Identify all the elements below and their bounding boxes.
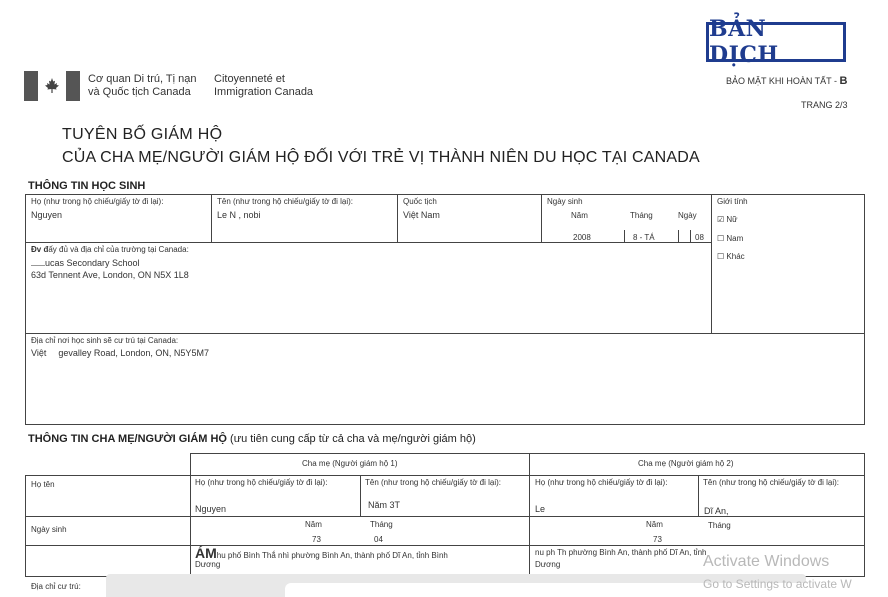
student-surname-label: Họ (như trong hộ chiếu/giấy tờ đi lại): xyxy=(31,197,164,206)
parent2-address-line2: Dương xyxy=(535,560,561,569)
activate-windows-title: Activate Windows xyxy=(703,553,830,570)
agency-name-vi: Cơ quan Di trú, Tị nạn và Quốc tịch Canada xyxy=(88,73,197,98)
gender-option-female[interactable]: ☑ Nữ xyxy=(717,215,738,224)
parent1-surname-value: Nguyen xyxy=(195,504,227,514)
parent1-surname-label: Họ (như trong hộ chiếu/giấy tờ đi lại): xyxy=(195,478,328,487)
school-address-value: 63d Tennent Ave, London, ON N5X 1L8 xyxy=(31,270,189,280)
parent2-surname-label: Họ (như trong hộ chiếu/giấy tờ đi lại): xyxy=(535,478,668,487)
parent2-given-label: Tên (như trong hộ chiếu/giấy tờ đi lại): xyxy=(703,478,840,487)
school-name-value: ucas Secondary School xyxy=(31,258,140,269)
parent2-year-value: 73 xyxy=(653,535,662,544)
parent2-year-label: Năm xyxy=(646,520,663,529)
parent1-year-value: 73 xyxy=(312,535,321,544)
gender-option-male[interactable]: ☐ Nam xyxy=(717,234,744,243)
parent1-year-label: Năm xyxy=(305,520,322,529)
gender-label: Giới tính xyxy=(717,197,748,206)
canada-flag-icon xyxy=(24,71,80,101)
parent1-given-label: Tên (như trong hộ chiếu/giấy tờ đi lại): xyxy=(365,478,502,487)
parent-header-row xyxy=(190,453,865,476)
dob-month-label: Tháng xyxy=(630,211,653,220)
row-label-dob: Ngày sinh xyxy=(31,525,67,534)
checkbox-icon[interactable]: ☐ xyxy=(717,234,725,243)
activate-windows-subtitle: Go to Settings to activate W xyxy=(703,577,852,591)
page-number: TRANG 2/3 xyxy=(801,100,848,110)
parent1-month-value: 04 xyxy=(374,535,383,544)
parent1-header: Cha mẹ (Người giám hộ 1) xyxy=(302,459,398,468)
parent1-address-value: ÁMhu phố Bình Thắ nhì phường Bình An, thành phố Dĩ An, tỉnh Bình xyxy=(195,545,448,561)
parent2-header: Cha mẹ (Người giám hộ 2) xyxy=(638,459,734,468)
agency-name-fr: Citoyenneté et Immigration Canada xyxy=(214,73,314,98)
parent1-given-value: Năm 3T xyxy=(368,500,401,510)
row-label-name: Họ tên xyxy=(31,480,55,489)
dob-year-value: 2008 xyxy=(573,233,591,242)
parent-section-heading: THÔNG TIN CHA MẸ/NGƯỜI GIÁM HỘ (ưu tiên cung cấp từ cả cha và mẹ/người giám hộ) xyxy=(28,433,476,445)
residence-box xyxy=(25,333,865,425)
student-info-box xyxy=(25,194,865,334)
dob-month-value: 8 - TÁ xyxy=(633,233,655,242)
form-title-line2: CỦA CHA MẸ/NGƯỜI GIÁM HỘ ĐỐI VỚI TRẺ VỊ THÀNH NIÊN DU HỌC TẠI CANADA xyxy=(62,149,700,166)
gender-option-other[interactable]: ☐ Khác xyxy=(717,252,745,261)
translation-stamp: BẢN DỊCH xyxy=(706,22,846,62)
security-label: BẢO MẬT KHI HOÀN TẤT - B xyxy=(726,75,848,87)
dob-day-value: 08 xyxy=(695,233,704,242)
citizenship-value: Việt Nam xyxy=(403,210,440,220)
dob-day-label: Ngày xyxy=(678,211,697,220)
parent2-given-value: Dĩ An, xyxy=(704,506,729,516)
student-section-heading: THÔNG TIN HỌC SINH xyxy=(28,180,146,192)
checkbox-checked-icon[interactable]: ☑ xyxy=(717,215,725,224)
row-label-address: Địa chỉ cư trú: xyxy=(31,582,81,591)
residence-value: Việt gevalley Road, London, ON, N5Y5M7 xyxy=(31,348,209,358)
parent2-address-value: nu ph Th phường Bình An, thành phố Dĩ An, tỉnh xyxy=(535,548,707,557)
citizenship-label: Quốc tịch xyxy=(403,197,437,206)
parent1-month-label: Tháng xyxy=(370,520,393,529)
checkbox-icon[interactable]: ☐ xyxy=(717,252,725,261)
parent2-month-label: Tháng xyxy=(708,521,731,530)
parent1-address-line2: Dương xyxy=(195,560,221,569)
student-given-label: Tên (như trong hộ chiếu/giấy tờ đi lại): xyxy=(217,197,354,206)
dob-year-label: Năm xyxy=(571,211,588,220)
form-title-line1: TUYÊN BỐ GIÁM HỘ xyxy=(62,126,223,143)
parent2-surname-value: Le xyxy=(535,504,546,514)
residence-label: Địa chỉ nơi học sinh sẽ cư trú tại Canada: xyxy=(31,336,179,345)
student-given-value: Le N , nobi xyxy=(217,210,261,220)
dob-label: Ngày sinh xyxy=(547,197,583,206)
student-surname-value: Nguyen xyxy=(31,210,63,220)
school-label: Đv đấy đủ và địa chỉ của trường tại Canada: xyxy=(31,245,189,254)
